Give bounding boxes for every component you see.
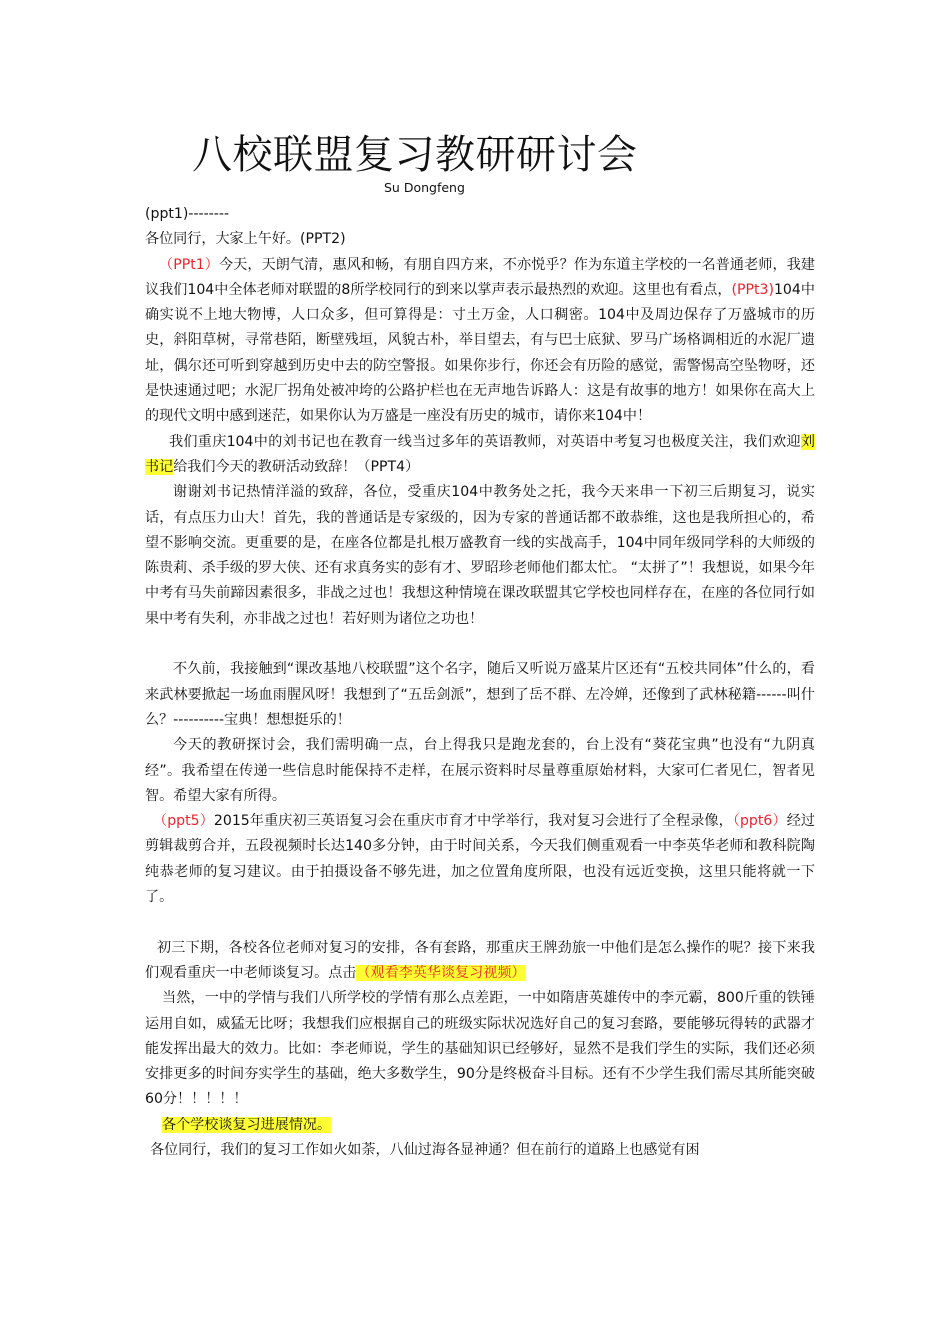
paragraph-text: 我们重庆104中的刘书记也在教育一线当过多年的英语教师，对英语中考复习也极度关注，我们欢迎 <box>169 433 801 450</box>
paragraph-comparison: 当然，一中的学情与我们八所学校的学情有那么点差距，一中如隋唐英雄传中的李元霸，800斤重的铁锤运用自如，威猛无比呀；我想我们应根据自己的班级实际状况选好自己的复习套路，要能够玩得转的武器才能发挥出最大的效力。比如：李老师说，学生的基础知识已经够好，显然不是我们学生的实际，我们还必须安排更多的时间夯实学生的基础，绝大多数学生，90分是终极奋斗目标。还有不少学生我们需尽其所能突破60分！！！！！ <box>145 990 815 1108</box>
highlighted-text: （ <box>356 964 371 981</box>
highlighted-text: ） <box>511 964 526 981</box>
video-link[interactable]: 观看李英华谈复习视频 <box>370 964 512 981</box>
paragraph-ppt1: (ppt1)-------- <box>145 206 230 222</box>
paragraph-discussion: 今天的教研探讨会，我们需明确一点，台上得我只是跑龙套的，台上没有“葵花宝典”也没有“九阴真经”。我希望在传递一些信息时能保持不走样，在展示资料时尽量尊重原始材料，大家可仁者见仁，智者见智。希望大家有所得。 <box>145 737 815 804</box>
paragraph-text: 给我们今天的教研活动致辞！（PPT4） <box>173 458 420 475</box>
highlighted-text: 刘书记 <box>145 433 815 475</box>
document-body <box>145 202 815 1163</box>
paragraph-text: 经过剪辑裁剪合并，五段视频时长达140多分钟，由于时间关系，今天我们侧重观看一中李英华老师和教科院陶纯恭老师的复习建议。由于拍摄设备不够先进，加之位置角度所限，也没有远近变换，这里只能将就一下了。 <box>145 813 815 906</box>
paragraph-text: 今天，天朗气清，惠风和畅，有朋自四方来，不亦悦乎？作为东道主学校的一名普通老师，我建议我们104中全体老师对联盟的8所学校同行的到来以掌声表示最热烈的欢迎。这里也有看点， <box>145 256 815 298</box>
paragraph-thanks: 谢谢刘书记热情洋溢的致辞，各位，受重庆104中教务处之托，我今天来串一下初三后期复习，说实话，有点压力山大！首先，我的普通话是专家级的，因为专家的普通话都不敢恭维，这也是我所担心的，希望不影响交流。更重要的是，在座各位都是扎根万盛教育一线的实战高手，104中同年级同学科的大师级的陈贵莉、杀手级的罗大侠、还有求真务实的彭有才、罗昭珍老师他们都太忙。 “太拼了”！我想说，如果今年中考有马失前蹄因素很多，非战之过也！我想这种情境在课改联盟其它学校也同样存在，在座的各位同行如果中考有失利，亦非战之过也！若好则为诸位之功也！ <box>145 484 815 627</box>
paragraph-greeting: 各位同行，大家上午好。(PPT2) <box>145 231 346 248</box>
paragraph-video-intro <box>145 936 815 987</box>
paragraph-text: 2015年重庆初三英语复习会在重庆市育才中学举行，我对复习会进行了全程录像， <box>213 813 733 830</box>
highlighted-text: 各个学校谈复习进展情况。 <box>162 1116 332 1133</box>
paragraph-opening <box>145 253 815 430</box>
document-author: Su Dongfeng <box>384 180 465 195</box>
document-title: 八校联盟复习教研研讨会 <box>192 132 638 178</box>
slide-tag: （ppt5） <box>153 813 214 830</box>
paragraph-review-meeting <box>145 809 815 910</box>
paragraph-closing: 各位同行，我们的复习工作如火如荼，八仙过海各显神通？但在前行的道路上也感觉有困 <box>150 1141 700 1158</box>
paragraph-progress <box>145 1113 815 1138</box>
paragraph-text: 初三下期，各校各位老师对复习的安排，各有套路，那重庆王牌劲旅一中他们是怎么操作的呢？接下来我们观看重庆一中老师谈复习。点击 <box>145 939 815 981</box>
blank-line <box>145 910 815 935</box>
paragraph-secretary <box>145 430 815 481</box>
blank-line <box>145 632 815 657</box>
slide-tag: （PPt1） <box>159 256 219 273</box>
paragraph-alliance: 不久前，我接触到“课改基地八校联盟”这个名字，随后又听说万盛某片区还有“五校共同体”什么的，看来武林要掀起一场血雨腥风呀！我想到了“五岳剑派”，想到了岳不群、左冷婵，还像到了武林秘籍------叫什么？----------宝典！想想挺乐的！ <box>145 661 815 728</box>
paragraph-text: 104中确实说不上地大物博，人口众多，但可算得是：寸土万金，人口稠密。104中及周边保存了万盛城市的历史，斜阳草树，寻常巷陌，断壁残垣，风貌古朴，举目望去，有与巴士底狱、罗马广场格调相近的水泥厂遗址，偶尔还可听到穿越到历史中去的防空警报。如果你步行，你还会有历险的感觉，需警惕高空坠物呀，还是快速通过吧；水泥厂拐角处被冲垮的公路护栏也在无声地告诉路人：这是有故事的地方！如果你在高大上的现代文明中感到迷茫，如果你认为万盛是一座没有历史的城市，请你来104中！ <box>145 281 815 425</box>
slide-tag: （ppt6） <box>732 813 787 830</box>
slide-tag: (PPt3) <box>731 281 774 298</box>
